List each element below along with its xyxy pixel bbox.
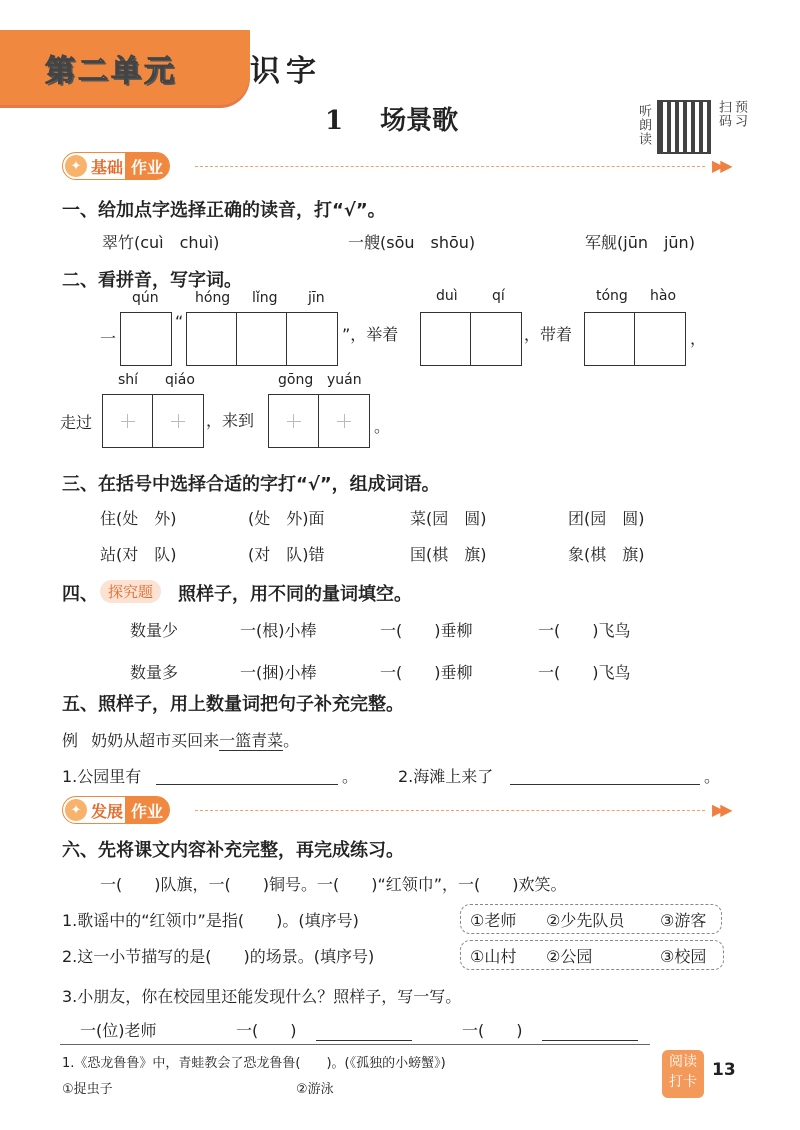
divider [195, 810, 705, 811]
option[interactable]: ②少先队员 [546, 911, 625, 930]
q4-item[interactable]: 一( )垂柳 [380, 621, 473, 640]
divider [195, 166, 705, 167]
example-label: 例 [62, 731, 79, 750]
card-label: 打卡 [669, 1074, 697, 1090]
section-basic-label: 基础 [91, 157, 124, 177]
section-basic-tag: 作业 [125, 153, 169, 179]
answer-line[interactable] [316, 1022, 412, 1041]
q3-item[interactable]: 站(对 队) [100, 545, 177, 564]
footer-divider [60, 1044, 650, 1045]
q2-text: 。 [374, 417, 391, 436]
char-grid[interactable] [584, 312, 686, 366]
section-develop-tag: 作业 [125, 797, 169, 823]
q1-item: 翠竹(cuì chuì) [102, 233, 220, 252]
footer-note: 1.《恐龙鲁鲁》中，青蛙教会了恐龙鲁鲁( )。(《孤独的小螃蟹》) [62, 1056, 446, 1071]
option[interactable]: ①山村 [470, 947, 517, 966]
q4-item[interactable]: 一( )垂柳 [380, 663, 473, 682]
q4-item: 一(捆)小棒 [240, 663, 317, 682]
pinyin: hóng [195, 290, 231, 306]
char-cell[interactable] [319, 395, 369, 447]
section-develop-label: 发展 [91, 801, 124, 821]
q3-item[interactable]: 住(处 外) [100, 509, 177, 528]
unit-title: 第二单元 [45, 54, 177, 89]
pinyin: tóng [596, 288, 628, 304]
option[interactable]: ②公园 [546, 947, 593, 966]
char-cell[interactable] [635, 313, 685, 365]
q5-item: 1.公园里有 [62, 767, 142, 786]
char-grid[interactable] [186, 312, 338, 366]
q2-text: ”，举着 [342, 325, 399, 344]
q2-text: ，来到 [206, 411, 255, 430]
char-grid[interactable] [268, 394, 370, 448]
example-text: 奶奶从超市买回来 [91, 731, 220, 750]
q4-item[interactable]: 一( )飞鸟 [538, 621, 631, 640]
option[interactable]: ③校园 [660, 947, 707, 966]
pinyin: qiáo [165, 372, 195, 388]
explore-tag: 探究题 [100, 580, 161, 603]
q5-example [62, 728, 299, 751]
pinyin: lǐng [252, 290, 278, 306]
qr-right-label-1: 扫码 [716, 100, 731, 128]
q5-period: 。 [342, 767, 359, 786]
q1-title: 一、给加点字选择正确的读音，打“√”。 [62, 200, 386, 221]
char-grid[interactable] [420, 312, 522, 366]
q2-text: 走过 [60, 413, 93, 432]
q4-item: 一(根)小棒 [240, 621, 317, 640]
q4-item[interactable]: 一( )飞鸟 [538, 663, 631, 682]
example-end: 。 [283, 731, 300, 750]
bulb-icon: ✦ [65, 799, 87, 821]
char-cell[interactable] [187, 313, 237, 365]
option[interactable]: ③游客 [660, 911, 707, 930]
unit-subtitle: 识字 [250, 54, 322, 89]
q3-item[interactable]: (处 外)面 [248, 509, 325, 528]
qr-right-label-2: 预习 [732, 100, 747, 128]
pinyin: gōng [278, 372, 314, 388]
option[interactable]: ①老师 [470, 911, 517, 930]
char-cell[interactable] [269, 395, 319, 447]
q3-item[interactable]: 团(园 圆) [568, 509, 645, 528]
q6-s3-example: 一(位)老师 [80, 1021, 157, 1040]
footer-option[interactable]: ②游泳 [296, 1082, 334, 1097]
q4-label: 数量多 [130, 663, 179, 682]
q3-item[interactable]: 菜(园 圆) [410, 509, 487, 528]
answer-line[interactable] [542, 1022, 638, 1041]
section-basic [62, 152, 170, 180]
char-grid[interactable] [102, 394, 204, 448]
pinyin: duì [436, 288, 458, 304]
arrows-icon: ▶▶ [712, 800, 729, 819]
answer-line[interactable] [510, 766, 700, 785]
lesson-title [325, 100, 458, 137]
footer-option[interactable]: ①捉虫子 [62, 1082, 113, 1097]
pinyin: jīn [308, 290, 325, 306]
q6-fill[interactable]: 一( )队旗，一( )铜号。一( )“红领巾”，一( )欢笑。 [100, 875, 567, 894]
char-cell[interactable] [153, 395, 203, 447]
bulb-icon: ✦ [65, 155, 87, 177]
q3-item[interactable]: (对 队)错 [248, 545, 325, 564]
q5-item: 2.海滩上来了 [398, 767, 494, 786]
q4-label: 数量少 [130, 621, 179, 640]
q1-item: 一艘(sōu shōu) [348, 233, 476, 252]
pinyin: qún [132, 290, 159, 306]
q1-item: 军舰(jūn jūn) [585, 233, 695, 252]
q6-s2: 2.这一小节描写的是( )的场景。(填序号) [62, 947, 375, 966]
q6-s3-item[interactable]: 一( ) [236, 1021, 297, 1040]
char-cell[interactable] [585, 313, 635, 365]
example-underlined: 一篮青菜 [219, 731, 284, 750]
q6-title: 六、先将课文内容补充完整，再完成练习。 [62, 840, 404, 861]
q2-title: 二、看拼音，写字词。 [62, 270, 242, 291]
q5-period: 。 [704, 767, 721, 786]
q2-text: ，带着 [524, 325, 573, 344]
page-number: 13 [712, 1060, 736, 1080]
pinyin: hào [650, 288, 677, 304]
answer-line[interactable] [156, 766, 338, 785]
char-cell[interactable] [121, 313, 171, 365]
q2-text: 一 [100, 329, 117, 348]
q3-item[interactable]: 象(棋 旗) [568, 545, 645, 564]
char-grid[interactable] [120, 312, 172, 366]
q2-text: “ [175, 312, 184, 331]
char-cell[interactable] [103, 395, 153, 447]
q5-title: 五、照样子，用上数量词把句子补充完整。 [62, 694, 404, 715]
char-cell[interactable] [237, 313, 287, 365]
lesson-name: 场景歌 [380, 106, 459, 136]
card-label: 阅读 [669, 1054, 697, 1070]
arrows-icon: ▶▶ [712, 156, 729, 175]
char-cell[interactable] [421, 313, 471, 365]
char-cell[interactable] [287, 313, 337, 365]
qr-code-icon[interactable] [657, 100, 711, 154]
reading-checkin-card[interactable] [662, 1050, 704, 1098]
char-cell[interactable] [471, 313, 521, 365]
pinyin: qí [492, 288, 505, 304]
pinyin: yuán [327, 372, 362, 388]
section-develop [62, 796, 170, 824]
q3-title: 三、在括号中选择合适的字打“√”，组成词语。 [62, 474, 440, 495]
pinyin: shí [118, 372, 139, 388]
lesson-number: 1 [325, 106, 344, 136]
q3-item[interactable]: 国(棋 旗) [410, 545, 487, 564]
q4-title: 照样子，用不同的量词填空。 [178, 584, 412, 605]
q2-text: ， [690, 329, 707, 348]
qr-left-label: 听朗读 [636, 104, 651, 146]
q6-s3: 3.小朋友，你在校园里还能发现什么？照样子，写一写。 [62, 987, 462, 1006]
q6-s1: 1.歌谣中的“红领巾”是指( )。(填序号) [62, 911, 359, 930]
q4-number: 四、 [62, 584, 98, 605]
q6-s3-item[interactable]: 一( ) [462, 1021, 523, 1040]
